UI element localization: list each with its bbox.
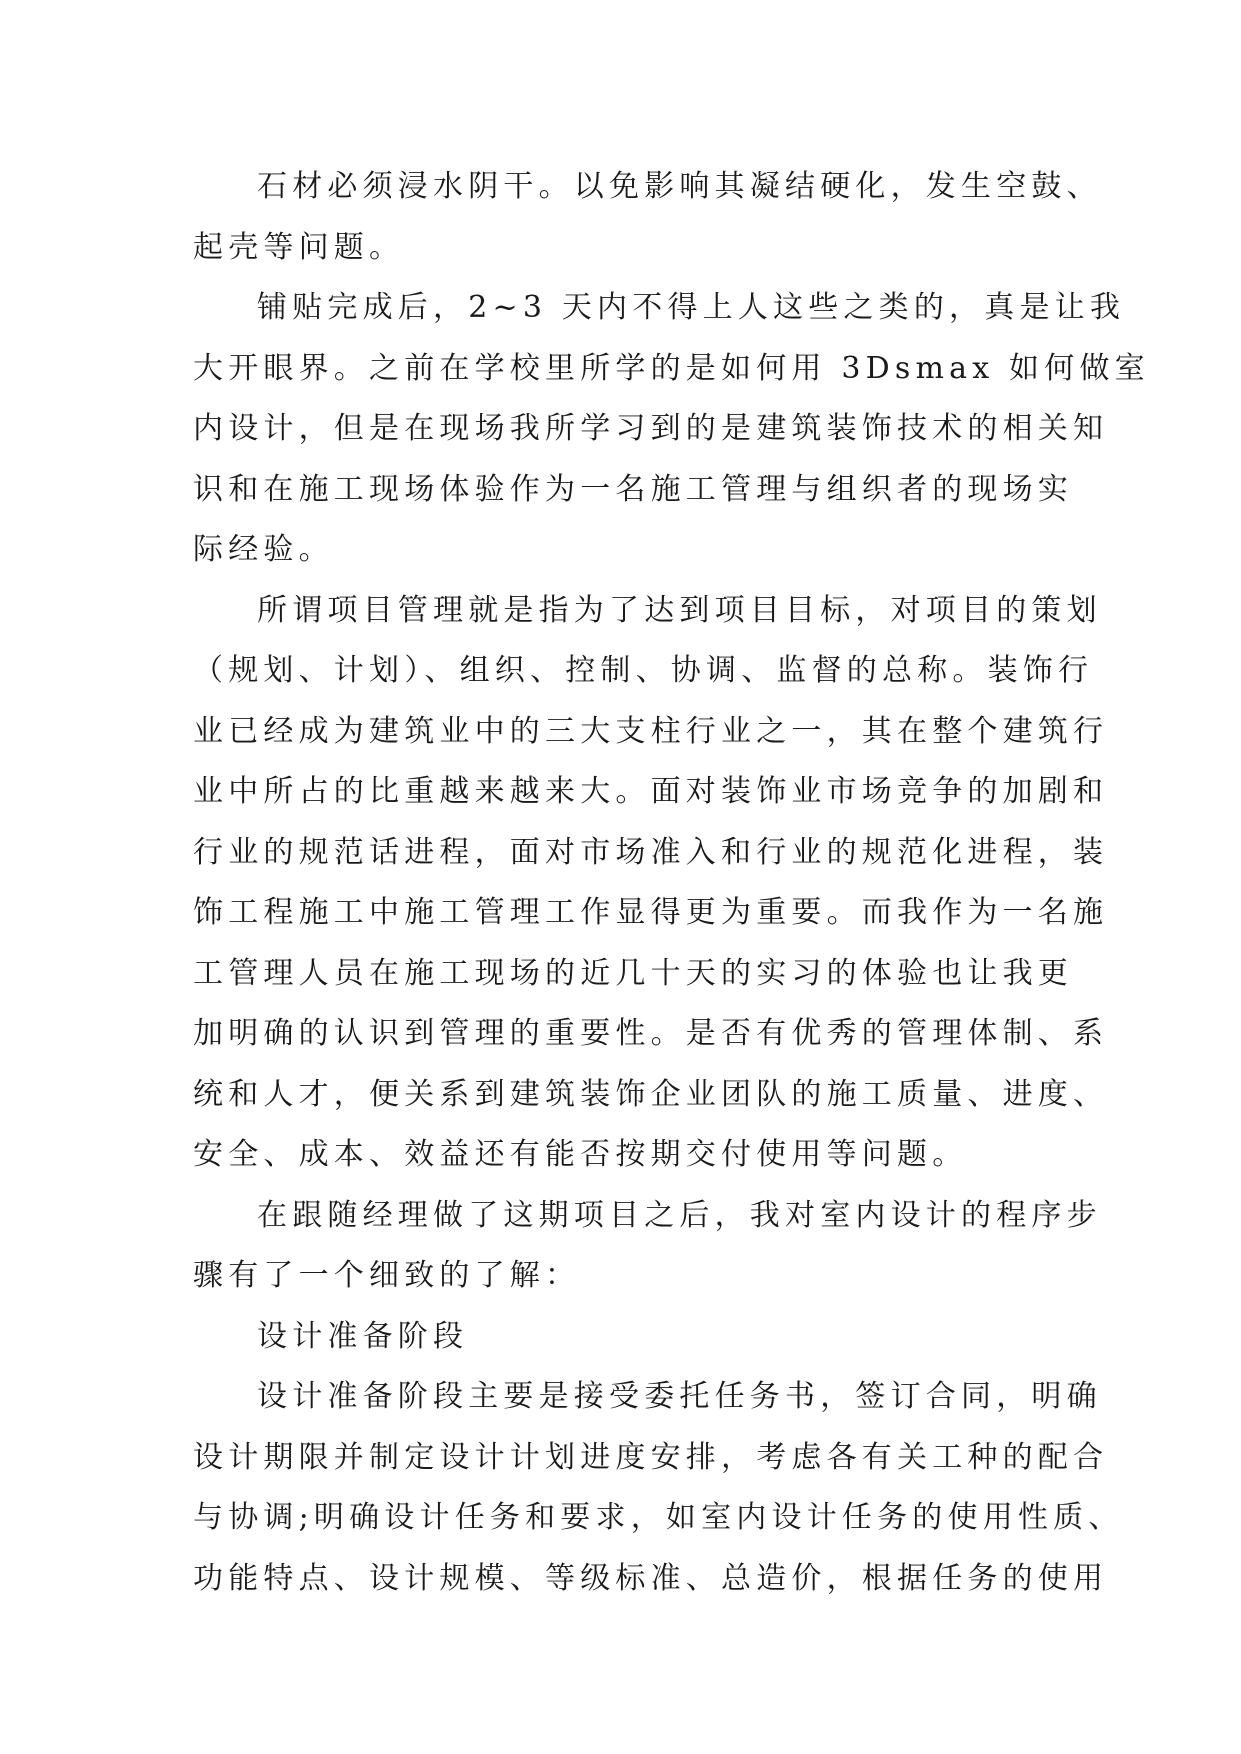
text-line: 识和在施工现场体验作为一名施工管理与组织者的现场实 <box>193 471 1073 507</box>
text-line: 起壳等问题。 <box>193 229 405 265</box>
text-line: 骤有了一个细致的了解： <box>193 1258 581 1293</box>
text-line: 加明确的认识到管理的重要性。是否有优秀的管理体制、系 <box>193 1016 1109 1051</box>
text-line: 内设计，但是在现场我所学习到的是建筑装饰技术的相关知 <box>193 411 1109 446</box>
text-line: 铺贴完成后，2~3 天内不得上人这些之类的，真是让我 <box>257 290 1126 325</box>
text-line: 统和人才，便关系到建筑装饰企业团队的施工质量、进度、 <box>193 1076 1109 1112</box>
text-line: 业已经成为建筑业中的三大支柱行业之一，其在整个建筑行 <box>193 713 1109 749</box>
text-line: 在跟随经理做了这期项目之后，我对室内设计的程序步 <box>257 1197 1102 1233</box>
text-line: 功能特点、设计规模、等级标准、总造价，根据任务的使用 <box>193 1560 1109 1596</box>
text-line: 安全、成本、效益还有能否按期交付使用等问题。 <box>193 1137 968 1172</box>
body-text <box>193 157 1150 1609</box>
text-line: 际经验。 <box>193 532 334 567</box>
text-line: 石材必须浸水阴干。以免影响其凝结硬化，发生空鼓、 <box>257 169 1102 204</box>
text-line: 设计准备阶段主要是接受委托任务书，签订合同，明确 <box>257 1379 1102 1414</box>
text-line: 工管理人员在施工现场的近几十天的实习的体验也让我更 <box>193 955 1073 991</box>
text-line: 行业的规范话进程，面对市场准入和行业的规范化进程，装 <box>193 834 1109 870</box>
text-line: 设计期限并制定设计计划进度安排，考虑各有关工种的配合 <box>193 1439 1109 1475</box>
text-line: 大开眼界。之前在学校里所学的是如何用 3Dsmax 如何做室 <box>193 350 1150 386</box>
section-heading: 设计准备阶段 <box>257 1318 469 1354</box>
text-line: （规划、计划）、组织、控制、协调、监督的总称。装饰行 <box>193 653 1094 688</box>
text-line: 饰工程施工中施工管理工作显得更为重要。而我作为一名施 <box>193 895 1109 930</box>
text-line: 与协调;明确设计任务和要求，如室内设计任务的使用性质、 <box>193 1500 1124 1535</box>
text-line: 所谓项目管理就是指为了达到项目目标，对项目的策划 <box>257 592 1102 628</box>
text-line: 业中所占的比重越来越来大。面对装饰业市场竞争的加剧和 <box>193 774 1109 809</box>
